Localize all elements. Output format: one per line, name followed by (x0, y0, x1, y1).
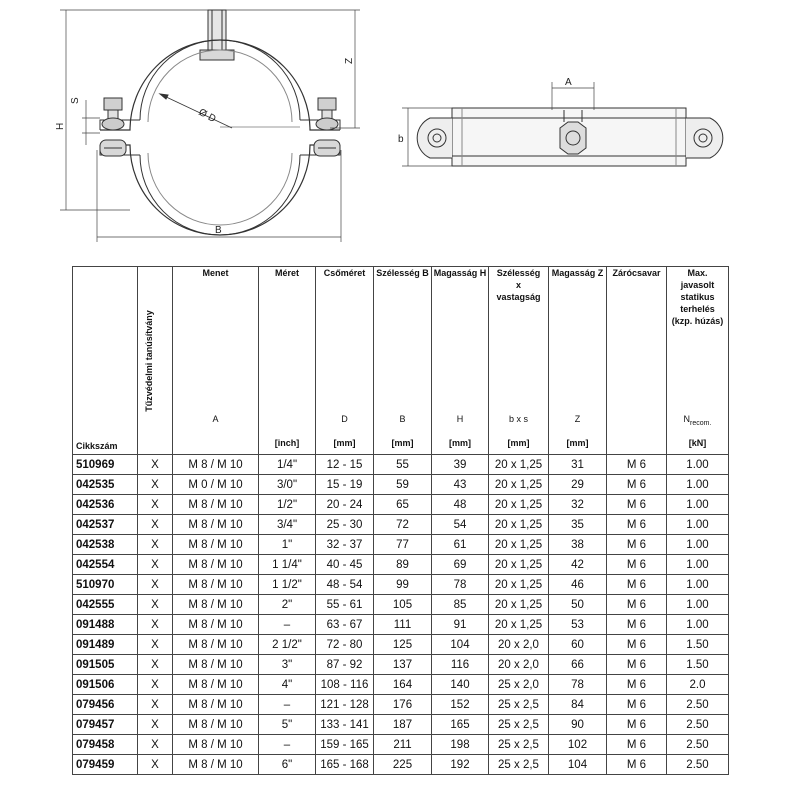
meret-cell: 3/0" (259, 475, 316, 495)
code-cell: 042555 (73, 595, 138, 615)
szelesseg-b-cell: 72 (374, 515, 432, 535)
magassag-h-cell: 165 (432, 715, 489, 735)
max-terheles-cell: 1.00 (667, 455, 729, 475)
zarocsavar-cell: M 6 (607, 615, 667, 635)
menet-cell: M 8 / M 10 (173, 595, 259, 615)
meret-cell: 3" (259, 655, 316, 675)
magassag-z-cell: 32 (549, 495, 607, 515)
meret-cell: 1 1/2" (259, 575, 316, 595)
magassag-h-cell: 116 (432, 655, 489, 675)
bxs-cell: 20 x 2,0 (489, 655, 549, 675)
magassag-h-cell: 104 (432, 635, 489, 655)
zarocsavar-cell: M 6 (607, 595, 667, 615)
magassag-z-cell: 46 (549, 575, 607, 595)
magassag-z-cell: 50 (549, 595, 607, 615)
zarocsavar-cell: M 6 (607, 475, 667, 495)
h-label: H (55, 122, 66, 130)
max-terheles-cell: 1.00 (667, 475, 729, 495)
fire-cert-cell: X (138, 455, 173, 475)
menet-cell: M 8 / M 10 (173, 755, 259, 775)
menet-cell: M 8 / M 10 (173, 575, 259, 595)
magassag-z-cell: 53 (549, 615, 607, 635)
s-label: S (70, 97, 81, 104)
zarocsavar-cell: M 6 (607, 695, 667, 715)
max-terheles-cell: 2.50 (667, 735, 729, 755)
table-body (73, 455, 729, 775)
header-cikkszam: Cikkszám (73, 267, 138, 455)
meret-cell: 3/4" (259, 515, 316, 535)
bxs-cell: 25 x 2,5 (489, 735, 549, 755)
szelesseg-b-cell: 176 (374, 695, 432, 715)
csomeret-cell: 25 - 30 (316, 515, 374, 535)
table-row (73, 755, 729, 775)
magassag-h-cell: 91 (432, 615, 489, 635)
meret-cell: 5" (259, 715, 316, 735)
spec-table (72, 266, 729, 775)
magassag-h-cell: 69 (432, 555, 489, 575)
table-row (73, 555, 729, 575)
code-cell: 510970 (73, 575, 138, 595)
csomeret-cell: 159 - 165 (316, 735, 374, 755)
zarocsavar-cell: M 6 (607, 575, 667, 595)
magassag-z-cell: 31 (549, 455, 607, 475)
zarocsavar-cell: M 6 (607, 755, 667, 775)
table-row (73, 455, 729, 475)
code-cell: 042535 (73, 475, 138, 495)
technical-drawing (0, 0, 800, 255)
szelesseg-b-cell: 55 (374, 455, 432, 475)
diameter-label: Ø D (196, 106, 218, 125)
szelesseg-b-cell: 77 (374, 535, 432, 555)
table-row (73, 735, 729, 755)
header-tuzvedelmi: Tűzvédelmi tanúsítvány (138, 267, 173, 455)
csomeret-cell: 32 - 37 (316, 535, 374, 555)
zarocsavar-cell: M 6 (607, 735, 667, 755)
menet-cell: M 8 / M 10 (173, 655, 259, 675)
table-row (73, 655, 729, 675)
meret-cell: – (259, 615, 316, 635)
magassag-h-cell: 140 (432, 675, 489, 695)
fire-cert-cell: X (138, 615, 173, 635)
magassag-z-cell: 35 (549, 515, 607, 535)
header-max-terheles: Max. javasolt statikus terhelés (kzp. húzás) $N_{recom.}$ [kN] (667, 267, 729, 455)
zarocsavar-cell: M 6 (607, 515, 667, 535)
szelesseg-b-cell: 59 (374, 475, 432, 495)
szelesseg-b-cell: 125 (374, 635, 432, 655)
table-row (73, 495, 729, 515)
code-cell: 091488 (73, 615, 138, 635)
side-view (417, 108, 723, 166)
szelesseg-b-cell: 137 (374, 655, 432, 675)
csomeret-cell: 40 - 45 (316, 555, 374, 575)
fire-cert-cell: X (138, 495, 173, 515)
fire-cert-cell: X (138, 575, 173, 595)
code-cell: 091489 (73, 635, 138, 655)
magassag-h-cell: 48 (432, 495, 489, 515)
code-cell: 091506 (73, 675, 138, 695)
csomeret-cell: 12 - 15 (316, 455, 374, 475)
header-magassag-h: Magasság H H [mm] (432, 267, 489, 455)
szelesseg-b-cell: 111 (374, 615, 432, 635)
magassag-h-cell: 198 (432, 735, 489, 755)
meret-cell: 2 1/2" (259, 635, 316, 655)
header-zarocsavar: Zárócsavar (607, 267, 667, 455)
csomeret-cell: 48 - 54 (316, 575, 374, 595)
zarocsavar-cell: M 6 (607, 495, 667, 515)
code-cell: 079456 (73, 695, 138, 715)
magassag-h-cell: 78 (432, 575, 489, 595)
meret-cell: 6" (259, 755, 316, 775)
meret-cell: 1 1/4" (259, 555, 316, 575)
zarocsavar-cell: M 6 (607, 535, 667, 555)
menet-cell: M 8 / M 10 (173, 735, 259, 755)
code-cell: 510969 (73, 455, 138, 475)
code-cell: 091505 (73, 655, 138, 675)
bxs-cell: 25 x 2,5 (489, 695, 549, 715)
zarocsavar-cell: M 6 (607, 715, 667, 735)
fire-cert-cell: X (138, 655, 173, 675)
menet-cell: M 8 / M 10 (173, 615, 259, 635)
fire-cert-cell: X (138, 635, 173, 655)
table-row (73, 535, 729, 555)
fire-cert-cell: X (138, 555, 173, 575)
table-row (73, 515, 729, 535)
table-row (73, 475, 729, 495)
menet-cell: M 8 / M 10 (173, 675, 259, 695)
code-cell: 079459 (73, 755, 138, 775)
bxs-cell: 20 x 1,25 (489, 555, 549, 575)
max-terheles-cell: 2.0 (667, 675, 729, 695)
csomeret-cell: 108 - 116 (316, 675, 374, 695)
meret-cell: 2" (259, 595, 316, 615)
table-row (73, 575, 729, 595)
bxs-cell: 20 x 1,25 (489, 535, 549, 555)
fire-cert-cell: X (138, 515, 173, 535)
max-terheles-cell: 1.50 (667, 655, 729, 675)
meret-cell: 1" (259, 535, 316, 555)
header-meret: Méret [inch] (259, 267, 316, 455)
max-terheles-cell: 1.00 (667, 615, 729, 635)
menet-cell: M 8 / M 10 (173, 695, 259, 715)
table-row (73, 715, 729, 735)
zarocsavar-cell: M 6 (607, 555, 667, 575)
magassag-h-cell: 85 (432, 595, 489, 615)
fire-cert-cell: X (138, 695, 173, 715)
magassag-z-cell: 60 (549, 635, 607, 655)
csomeret-cell: 87 - 92 (316, 655, 374, 675)
bxs-cell: 20 x 2,0 (489, 635, 549, 655)
zarocsavar-cell: M 6 (607, 675, 667, 695)
menet-cell: M 8 / M 10 (173, 495, 259, 515)
meret-cell: – (259, 735, 316, 755)
menet-cell: M 8 / M 10 (173, 535, 259, 555)
table-row (73, 695, 729, 715)
magassag-z-cell: 38 (549, 535, 607, 555)
fire-cert-cell: X (138, 475, 173, 495)
magassag-z-cell: 102 (549, 735, 607, 755)
szelesseg-b-cell: 105 (374, 595, 432, 615)
code-cell: 042537 (73, 515, 138, 535)
fire-cert-cell: X (138, 735, 173, 755)
side-b-label: b (398, 134, 404, 145)
table-row (73, 615, 729, 635)
max-terheles-cell: 2.50 (667, 695, 729, 715)
bxs-cell: 25 x 2,5 (489, 715, 549, 735)
code-cell: 079458 (73, 735, 138, 755)
meret-cell: 1/4" (259, 455, 316, 475)
magassag-h-cell: 152 (432, 695, 489, 715)
fire-cert-cell: X (138, 755, 173, 775)
bxs-cell: 20 x 1,25 (489, 455, 549, 475)
bxs-cell: 25 x 2,5 (489, 755, 549, 775)
bxs-cell: 20 x 1,25 (489, 475, 549, 495)
max-terheles-cell: 1.00 (667, 595, 729, 615)
szelesseg-b-cell: 187 (374, 715, 432, 735)
fire-cert-cell: X (138, 595, 173, 615)
meret-cell: 1/2" (259, 495, 316, 515)
header-menet: Menet A (173, 267, 259, 455)
szelesseg-b-cell: 211 (374, 735, 432, 755)
zarocsavar-cell: M 6 (607, 635, 667, 655)
szelesseg-b-cell: 65 (374, 495, 432, 515)
side-a-label: A (565, 77, 572, 88)
csomeret-cell: 165 - 168 (316, 755, 374, 775)
csomeret-cell: 72 - 80 (316, 635, 374, 655)
bxs-cell: 20 x 1,25 (489, 575, 549, 595)
max-terheles-cell: 1.50 (667, 635, 729, 655)
szelesseg-b-cell: 89 (374, 555, 432, 575)
header-szelesseg-b: Szélesség B B [mm] (374, 267, 432, 455)
menet-cell: M 8 / M 10 (173, 515, 259, 535)
b-label: B (215, 225, 222, 236)
fire-cert-cell: X (138, 715, 173, 735)
csomeret-cell: 20 - 24 (316, 495, 374, 515)
magassag-z-cell: 42 (549, 555, 607, 575)
magassag-h-cell: 192 (432, 755, 489, 775)
meret-cell: – (259, 695, 316, 715)
header-csomeret: Csőméret D [mm] (316, 267, 374, 455)
front-view (100, 10, 340, 235)
magassag-z-cell: 90 (549, 715, 607, 735)
csomeret-cell: 63 - 67 (316, 615, 374, 635)
bxs-cell: 20 x 1,25 (489, 515, 549, 535)
code-cell: 042536 (73, 495, 138, 515)
menet-cell: M 0 / M 10 (173, 475, 259, 495)
header-magassag-z: Magasság Z Z [mm] (549, 267, 607, 455)
code-cell: 042538 (73, 535, 138, 555)
menet-cell: M 8 / M 10 (173, 555, 259, 575)
bxs-cell: 25 x 2,0 (489, 675, 549, 695)
csomeret-cell: 133 - 141 (316, 715, 374, 735)
max-terheles-cell: 1.00 (667, 555, 729, 575)
magassag-z-cell: 66 (549, 655, 607, 675)
code-cell: 079457 (73, 715, 138, 735)
bxs-cell: 20 x 1,25 (489, 495, 549, 515)
szelesseg-b-cell: 164 (374, 675, 432, 695)
max-terheles-cell: 2.50 (667, 755, 729, 775)
szelesseg-b-cell: 99 (374, 575, 432, 595)
table-header-row (73, 267, 729, 455)
csomeret-cell: 121 - 128 (316, 695, 374, 715)
magassag-z-cell: 29 (549, 475, 607, 495)
magassag-h-cell: 43 (432, 475, 489, 495)
table-row (73, 675, 729, 695)
magassag-z-cell: 78 (549, 675, 607, 695)
max-terheles-cell: 1.00 (667, 515, 729, 535)
menet-cell: M 8 / M 10 (173, 715, 259, 735)
zarocsavar-cell: M 6 (607, 655, 667, 675)
magassag-z-cell: 84 (549, 695, 607, 715)
bxs-cell: 20 x 1,25 (489, 595, 549, 615)
magassag-h-cell: 54 (432, 515, 489, 535)
zarocsavar-cell: M 6 (607, 455, 667, 475)
max-terheles-cell: 2.50 (667, 715, 729, 735)
csomeret-cell: 55 - 61 (316, 595, 374, 615)
fire-cert-cell: X (138, 535, 173, 555)
bxs-cell: 20 x 1,25 (489, 615, 549, 635)
z-label: Z (344, 57, 355, 64)
max-terheles-cell: 1.00 (667, 535, 729, 555)
menet-cell: M 8 / M 10 (173, 635, 259, 655)
max-terheles-cell: 1.00 (667, 575, 729, 595)
csomeret-cell: 15 - 19 (316, 475, 374, 495)
table-row (73, 635, 729, 655)
magassag-z-cell: 104 (549, 755, 607, 775)
magassag-h-cell: 61 (432, 535, 489, 555)
menet-cell: M 8 / M 10 (173, 455, 259, 475)
fire-cert-cell: X (138, 675, 173, 695)
code-cell: 042554 (73, 555, 138, 575)
table-row (73, 595, 729, 615)
szelesseg-b-cell: 225 (374, 755, 432, 775)
meret-cell: 4" (259, 675, 316, 695)
max-terheles-cell: 1.00 (667, 495, 729, 515)
magassag-h-cell: 39 (432, 455, 489, 475)
header-szelesseg-vastagsag: Szélesség x vastagság b x s [mm] (489, 267, 549, 455)
